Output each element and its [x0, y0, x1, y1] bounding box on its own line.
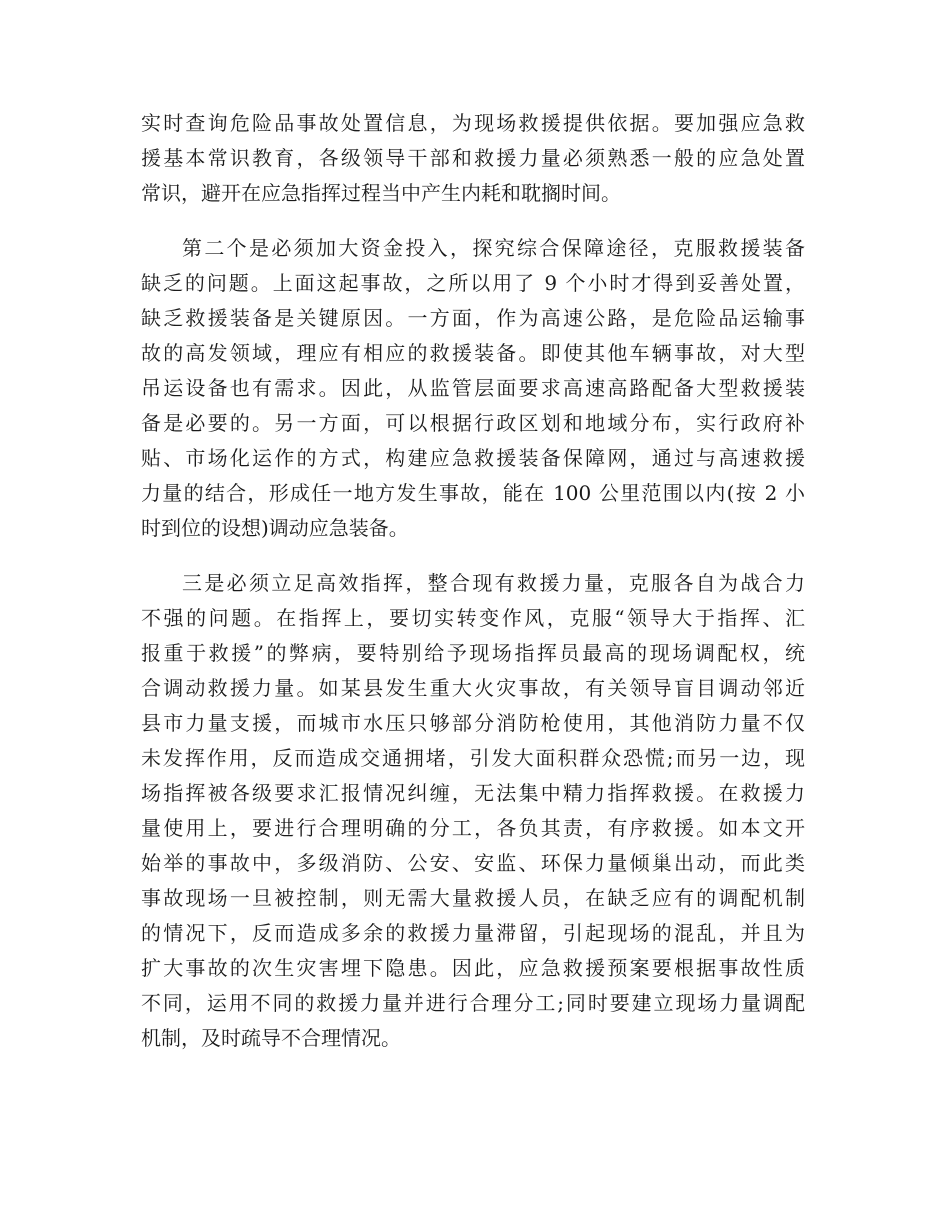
- text-line: 未发挥作用，反而造成交通拥堵，引发大面积群众恐慌;而另一边，现: [141, 746, 805, 770]
- paragraph-gap: [141, 546, 805, 566]
- text-line: 事故现场一旦被控制，则无需大量救援人员，在缺乏应有的调配机制: [141, 886, 805, 910]
- text-line: 贴、市场化运作的方式，构建应急救援装备保障网，通过与高速救援: [141, 446, 805, 470]
- text-line: 始举的事故中，多级消防、公安、安监、环保力量倾巢出动，而此类: [141, 851, 805, 875]
- text-line: 实时查询危险品事故处置信息，为现场救援提供依据。要加强应急救: [141, 111, 805, 135]
- paragraph-2: [141, 231, 805, 546]
- text-line: 机制，及时疏导不合理情况。: [141, 1026, 401, 1050]
- text-line: 吊运设备也有需求。因此，从监管层面要求高速高路配备大型救援装: [141, 376, 805, 400]
- text-line: 备是必要的。另一方面，可以根据行政区划和地域分布，实行政府补: [141, 411, 805, 435]
- paragraph-1: [141, 106, 805, 211]
- text-line: 缺乏的问题。上面这起事故，之所以用了 9 个小时才得到妥善处置，: [141, 271, 805, 295]
- text-line: 合调动救援力量。如某县发生重大火灾事故，有关领导盲目调动邻近: [141, 676, 805, 700]
- text-line: 时到位的设想)调动应急装备。: [141, 516, 409, 540]
- paragraph-3: [141, 566, 805, 1056]
- text-line: 扩大事故的次生灾害埋下隐患。因此，应急救援预案要根据事故性质: [141, 956, 805, 980]
- paragraph-gap: [141, 211, 805, 231]
- text-line: 县市力量支援，而城市水压只够部分消防枪使用，其他消防力量不仅: [141, 711, 805, 735]
- text-line: 报重于救援”的弊病，要特别给予现场指挥员最高的现场调配权，统: [141, 641, 805, 665]
- text-line: 缺乏救援装备是关键原因。一方面，作为高速公路，是危险品运输事: [141, 306, 805, 330]
- text-line: 故的高发领域，理应有相应的救援装备。即使其他车辆事故，对大型: [141, 341, 805, 365]
- text-line: 三是必须立足高效指挥，整合现有救援力量，克服各自为战合力: [182, 571, 805, 595]
- text-line: 场指挥被各级要求汇报情况纠缠，无法集中精力指挥救援。在救援力: [141, 781, 805, 805]
- document-body: [141, 106, 805, 1056]
- text-line: 的情况下，反而造成多余的救援力量滞留，引起现场的混乱，并且为: [141, 921, 805, 945]
- text-line: 力量的结合，形成任一地方发生事故，能在 100 公里范围以内(按 2 小: [141, 481, 805, 505]
- text-line: 不强的问题。在指挥上，要切实转变作风，克服“领导大于指挥、汇: [141, 606, 805, 630]
- text-line: 常识，避开在应急指挥过程当中产生内耗和耽搁时间。: [141, 181, 621, 205]
- text-line: 第二个是必须加大资金投入，探究综合保障途径，克服救援装备: [182, 236, 805, 260]
- text-line: 援基本常识教育，各级领导干部和救援力量必须熟悉一般的应急处置: [141, 146, 805, 170]
- text-line: 量使用上，要进行合理明确的分工，各负其责，有序救援。如本文开: [141, 816, 805, 840]
- text-line: 不同，运用不同的救援力量并进行合理分工;同时要建立现场力量调配: [141, 991, 805, 1015]
